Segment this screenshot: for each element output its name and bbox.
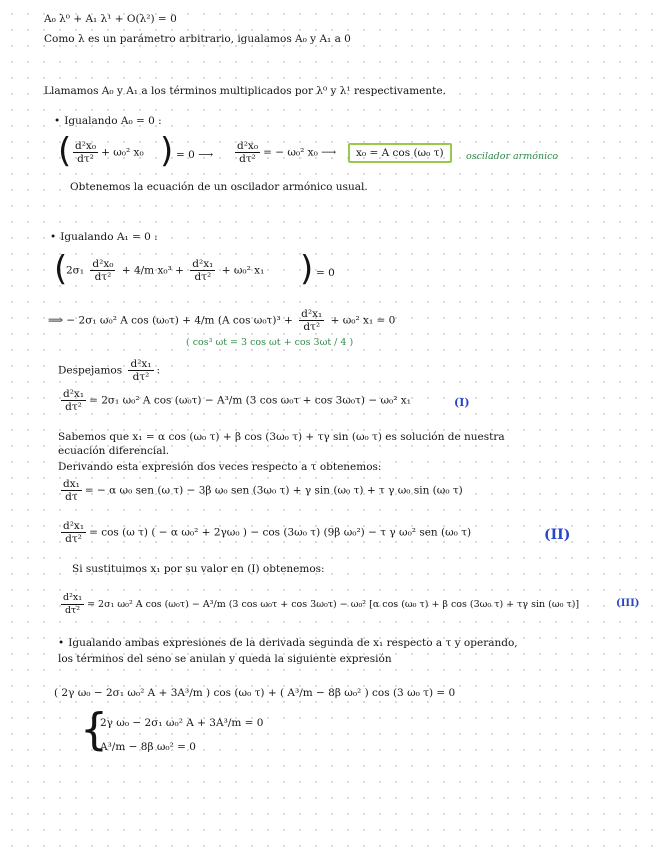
text-substitute: Si sustituimos x₁ por su valor en (I) obtenemos: bbox=[72, 563, 325, 575]
equation-II: $\frac{\text{d²x₁}}{\text{dτ²}}$ = cos (ω τ) ( − α ω₀² + 2γω₀ ) − cos (3ω₀ τ) (9β ω₀²) − τ γ ω₀² sen (ω₀ τ) bbox=[63, 520, 472, 545]
fraction-dx1: $\frac{\text{dx₁}}{d\tau}$ bbox=[63, 478, 80, 503]
text-call-terms: Llamamos A₀ y A₁ a los términos multiplicados por λ⁰ y λ¹ respectivamente. bbox=[44, 85, 446, 97]
heading-equal-a1 bbox=[50, 230, 158, 244]
text-isolate: Despejamos $\frac{\text{d²x₁}}{\text{dτ²}}$ : bbox=[58, 358, 161, 383]
note-harmonic-oscillator: oscilador armónico bbox=[466, 151, 559, 162]
heading-equal-a0-label: Igualando A₀ = 0 : bbox=[64, 115, 162, 127]
bullet: • bbox=[58, 637, 65, 649]
paren-left: ( bbox=[58, 131, 72, 171]
fraction-d2x0: $\frac{\text{d²x₀}}{\text{dτ²}}$ bbox=[75, 140, 97, 165]
fraction-d2x1-c: $\frac{\text{d²x₁}}{\text{dτ²}}$ bbox=[130, 358, 152, 383]
fraction-d2x1-f: $\frac{\text{d²x₁}}{\text{dτ²}}$ bbox=[63, 592, 83, 616]
bullet: • bbox=[54, 115, 61, 127]
equation-III: $\frac{\text{d²x₁}}{\text{dτ²}}$ = 2σ₁ ω₀² A cos (ω₀τ) − A³/m (3 cos ω₀τ + cos 3ω₀τ) − ω₀² [α cos (ω₀ τ) + β cos (3ω₀ τ) + τγ sin (ω₀ τ)] bbox=[63, 592, 580, 616]
system-eq-1: 2γ ω₀ − 2σ₁ ω₀² A + 3A³/m = 0 bbox=[100, 717, 264, 729]
brace-system: { bbox=[80, 704, 108, 755]
paren-right: ) bbox=[160, 131, 174, 171]
fraction-d2x1-d: $\frac{\text{d²x₁}}{\text{dτ²}}$ bbox=[63, 388, 85, 413]
text-derive-twice: Derivando esta expresión dos veces respecto a τ obtenemos: bbox=[58, 461, 382, 473]
system-eq-2: A³/m − 8β ω₀² = 0 bbox=[100, 741, 196, 753]
text-equate-expressions bbox=[58, 636, 518, 650]
text-equate-expressions-label: Igualando ambas expresiones de la derivada segunda de x₁ respecto a τ y operando, bbox=[68, 637, 518, 649]
tag-III: (III) bbox=[616, 598, 640, 609]
fraction-d2x1-e: $\frac{\text{d²x₁}}{\text{dτ²}}$ bbox=[63, 520, 85, 545]
tag-I: (I) bbox=[454, 396, 470, 409]
equation-combined: ( 2γ ω₀ − 2σ₁ ω₀² A + 3A³/m ) cos (ω₀ τ) + ( A³/m − 8β ω₀² ) cos (3 ω₀ τ) = 0 bbox=[54, 687, 456, 699]
fraction-d2x0-c: $\frac{\text{d²x₀}}{\text{dτ²}}$ bbox=[92, 258, 114, 283]
paren-right-2: ) bbox=[300, 249, 314, 289]
text-arbitrary-parameter: Como λ es un parámetro arbitrario, igualamos A₀ y A₁ a 0 bbox=[44, 33, 351, 45]
heading-equal-a1-label: Igualando A₁ = 0 : bbox=[60, 231, 158, 243]
fraction-d2x0-b: $\frac{\text{d²x₀}}{\text{dτ²}}$ bbox=[237, 140, 259, 165]
solution-box-x0: x₀ = A cos (ω₀ τ) bbox=[348, 143, 452, 163]
bullet: • bbox=[50, 231, 57, 243]
equals-zero: = 0 bbox=[316, 267, 335, 279]
paren-left-2: ( bbox=[54, 249, 68, 289]
equals-arrow: = 0 ⟶ bbox=[176, 149, 214, 161]
equation-first-derivative: $\frac{\text{dx₁}}{d\tau}$ = − α ω₀ sen (ω τ) − 3β ω₀ sen (3ω₀ τ) + γ sin (ω₀ τ) + τ γ ω₀ sin (ω₀ τ) bbox=[63, 478, 463, 503]
heading-equal-a0 bbox=[54, 114, 162, 128]
text-harmonic-usual: Obtenemos la ecuación de un oscilador armónico usual. bbox=[70, 181, 368, 193]
equation-a1: 2σ₁ $\frac{\text{d²x₀}}{\text{dτ²}}$ + 4/m x₀³ + $\frac{\text{d²x₁}}{\text{dτ²}}$ + ω₀² x₁ bbox=[66, 258, 265, 283]
text-sine-terms: los términos del seno se anulan y queda la siguiente expresión bbox=[58, 653, 392, 665]
fraction-d2x1-b: $\frac{\text{d²x₁}}{\text{dτ²}}$ bbox=[301, 308, 323, 333]
equation-a0: $\frac{\text{d²x₀}}{\text{dτ²}}$ + ω₀² x₀ bbox=[75, 140, 144, 165]
equation-a0-result: $\frac{\text{d²x₀}}{\text{dτ²}}$ = − ω₀² x₀ ⟶ bbox=[237, 140, 337, 165]
equation-I: $\frac{\text{d²x₁}}{\text{dτ²}}$ = 2σ₁ ω₀² A cos (ω₀τ) − A³/m (3 cos ω₀τ + cos 3ω₀τ) − ω₀² x₁ bbox=[63, 388, 411, 413]
note-cos-cubed-identity: ( cos³ ωt = 3 cos ωt + cos 3ωt / 4 ) bbox=[186, 337, 354, 348]
fraction-d2x1: $\frac{\text{d²x₁}}{\text{dτ²}}$ bbox=[192, 258, 214, 283]
equation-expansion: A₀ λ⁰ + A₁ λ¹ + O(λ²) = 0 bbox=[44, 13, 177, 25]
tag-II: (II) bbox=[544, 527, 571, 543]
text-diff-eq: ecuación diferencial. bbox=[58, 445, 170, 457]
equation-substituted: ⟹ − 2σ₁ ω₀² A cos (ω₀τ) + 4/m (A cos ω₀τ)³ + $\frac{\text{d²x₁}}{\text{dτ²}}$ + ω₀² x₁ = 0 bbox=[48, 308, 396, 333]
text-we-know: Sabemos que x₁ = α cos (ω₀ τ) + β cos (3ω₀ τ) + τγ sin (ω₀ τ) es solución de nuestra bbox=[58, 431, 505, 443]
